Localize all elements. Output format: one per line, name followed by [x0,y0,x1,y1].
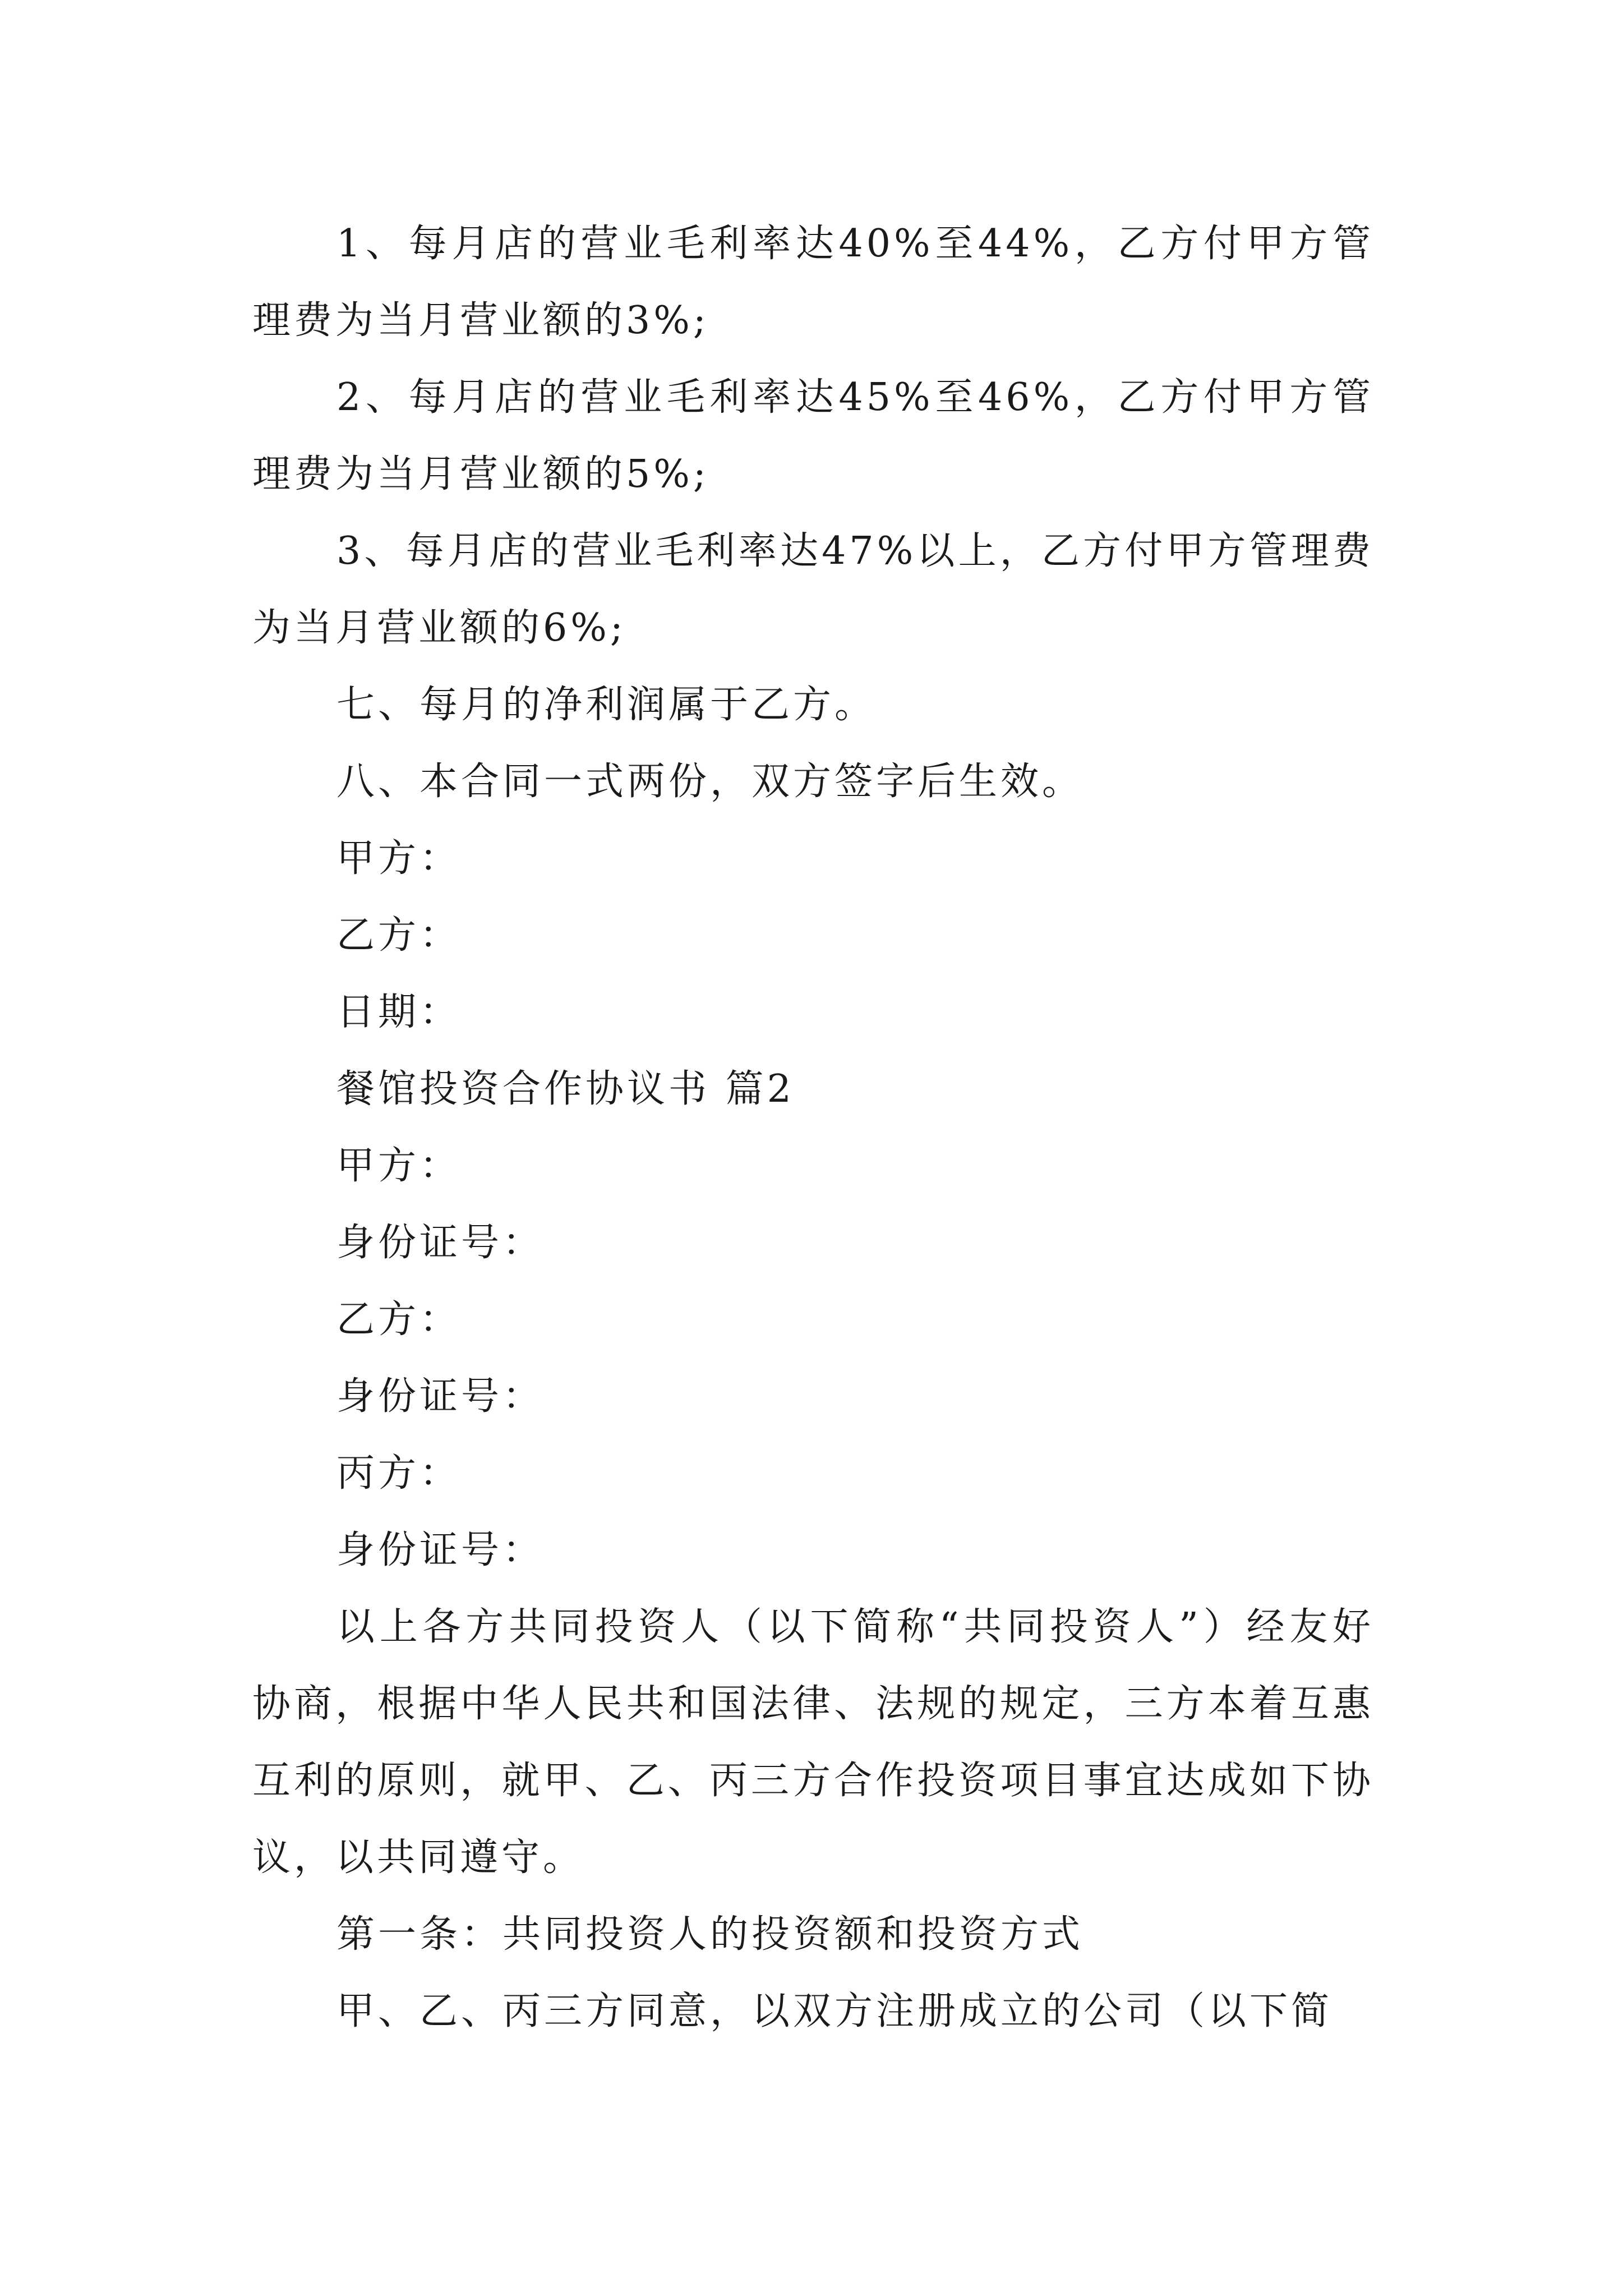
preamble-paragraph: 以上各方共同投资人（以下简称“共同投资人”）经友好协商，根据中华人民共和国法律、法规的规定，三方本着互惠互利的原则，就甲、乙、丙三方合作投资项目事宜达成如下协议，以共同遵守。 [252,1605,1374,1880]
article-one-text: 甲、乙、丙三方同意，以双方注册成立的公司（以下简 [336,1989,1333,2033]
party-b-label: 乙方： [336,1297,462,1342]
party-a-id-label: 身份证号： [336,1221,545,1265]
clause-margin-tier-1: 1、每月店的营业毛利率达40%至44%，乙方付甲方管理费为当月营业额的3%; [252,222,1374,343]
article-one-heading: 第一条：共同投资人的投资额和投资方式 [336,1912,1084,1957]
clause-eight: 八、本合同一式两份，双方签字后生效。 [336,760,1084,804]
party-b-id-label: 身份证号： [336,1374,545,1419]
signature-date: 日期： [336,990,462,1034]
party-c-id-label: 身份证号： [336,1528,545,1572]
clause-seven: 七、每月的净利润属于乙方。 [336,683,877,727]
clause-margin-tier-2: 2、每月店的营业毛利率达45%至46%，乙方付甲方管理费为当月营业额的5%; [252,375,1374,496]
party-c-label: 丙方： [336,1451,462,1496]
clause-margin-tier-3: 3、每月店的营业毛利率达47%以上，乙方付甲方管理费为当月营业额的6%; [252,529,1374,650]
section-title: 餐馆投资合作协议书 篇2 [336,1067,795,1111]
party-a-label: 甲方： [336,1144,462,1188]
signature-party-b: 乙方： [336,913,462,958]
document-body [252,205,1374,2050]
signature-party-a: 甲方： [336,836,462,881]
